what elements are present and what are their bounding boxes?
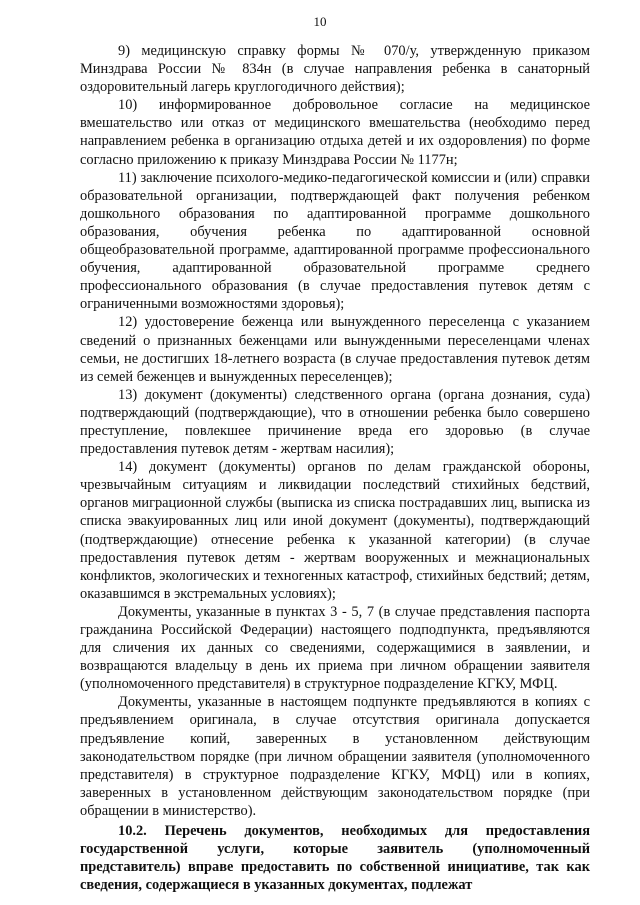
paragraph-documents-presentation: Документы, указанные в пунктах 3 - 5, 7 (в случае представления паспорта гражданина Российской Федерации) настоящего подподпункта, предъявляются для сличения их данных со сведениями, содержащимися в заявлении, и возвращаются владельцу в день их приема при личном обращении заявителя (уполномоченного представителя) в структурное подразделение КГКУ, МФЦ. xyxy=(80,603,590,693)
list-item-12: 12) удостоверение беженца или вынужденного переселенца с указанием сведений о признанных беженцами или вынужденными переселенцами членах семьи, не достигших 18-летнего возраста (в случае предоставления путевок детям из семей беженцев и вынужденных переселенцев); xyxy=(80,314,590,385)
list-item-11: 11) заключение психолого-медико-педагогической комиссии и (или) справки образовательной организации, подтверждающей факт получения ребенком дошкольного образования по адаптированной программе дошкольного образования, обучения ребенка по адаптированной основной общеобразовательной программе, адаптированной программе профессионального обучения, адаптированной образовательной программе среднего профессионального образования (в случае предоставления путевок детям с ограниченными возможностями здоровья); xyxy=(80,169,590,313)
list-item-13: 13) документ (документы) следственного органа (органа дознания, суда) подтверждающий (подтверждающие), что в отношении ребенка было совершено преступление, повлекшее причинение вреда его здоровью (в случае предоставления путевок детям - жертвам насилия); xyxy=(80,386,590,458)
list-item-14: 14) документ (документы) органов по делам гражданской обороны, чрезвычайным ситуациям и ликвидации последствий стихийных бедствий, органов миграционной службы (выписка из списка пострадавших лиц, выписка из списка эвакуированных лиц или иной документ (документы), подтверждающий (подтверждающие) отнесение ребенка к указанной категории) (в случае предоставления путевок детям - жертвам вооруженных и межнациональных конфликтов, экологических и техногенных катастроф, стихийных бедствий; детям, оказавшимся в экстремальных условиях); xyxy=(80,459,590,602)
paragraph-documents-copies: Документы, указанные в настоящем подпункте предъявляются в копиях с предъявлением оригинала, в случае отсутствия оригинала допускается предъявление копий, заверенных в установленном действующим законодательством порядке (при личном обращении заявителя (уполномоченного представителя) в структурное подразделение КГКУ, МФЦ) или в копиях, заверенных в установленном действующим законодательством порядке (при обращении в министерство). xyxy=(80,694,590,819)
document-body xyxy=(80,42,590,894)
list-item-9: 9) медицинскую справку формы № 070/у, утвержденную приказом Минздрава России № 834н (в случае направления ребенка в санаторный оздоровительный лагерь круглогодичного действия); xyxy=(80,43,590,96)
section-heading-10-2: 10.2. Перечень документов, необходимых для предоставления государственной услуги, которые заявитель (уполномоченный представитель) вправе предоставить по собственной инициативе, так как сведения, содержащиеся в указанных документах, подлежат xyxy=(80,823,590,894)
page-number: 10 xyxy=(313,14,327,29)
list-item-10: 10) информированное добровольное согласие на медицинское вмешательство или отказ от медицинского вмешательства (необходимо перед направлением ребенка в организацию отдыха детей и их оздоровления) по форме согласно приложению к приказу Минздрава России № 1177н; xyxy=(80,97,590,168)
